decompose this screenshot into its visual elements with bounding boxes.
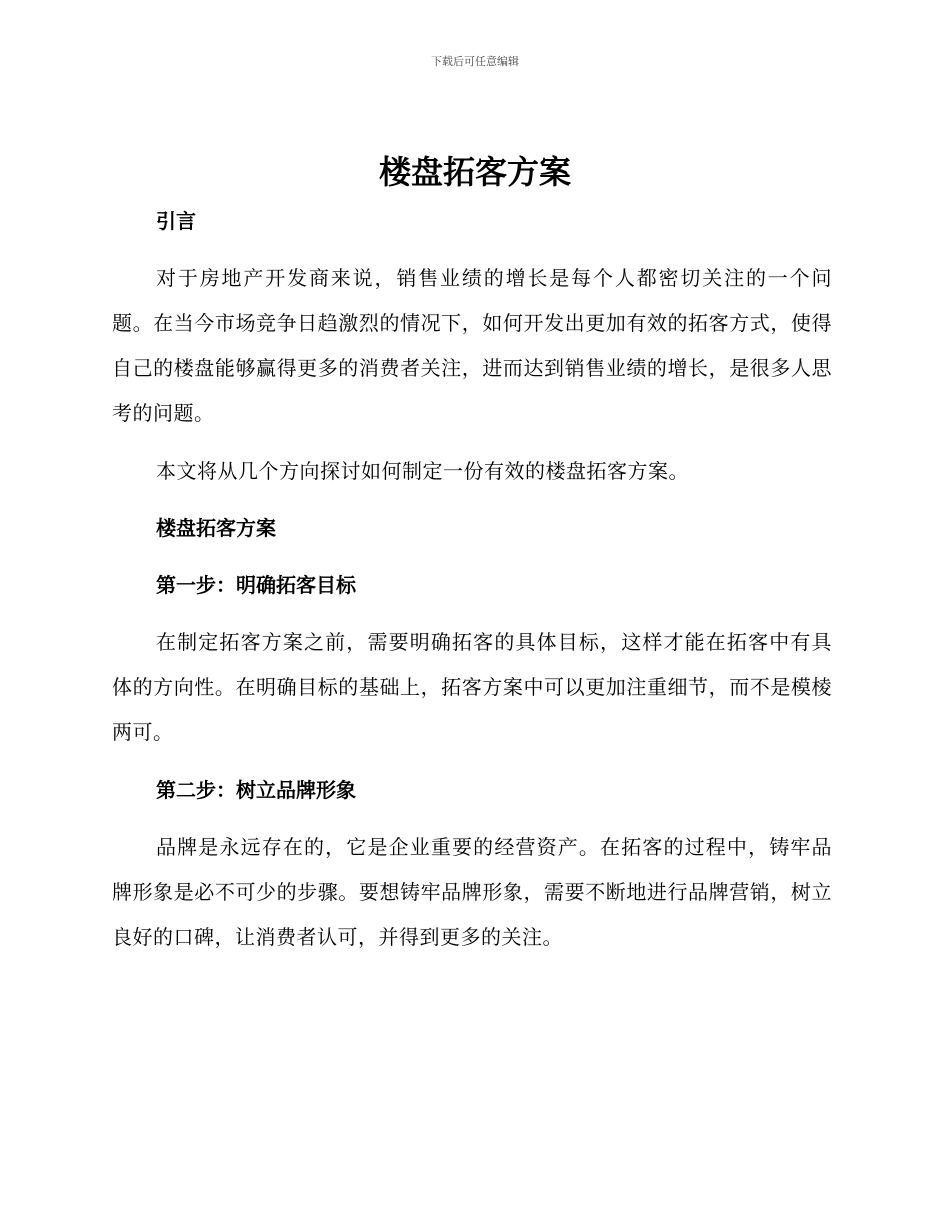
step2-paragraph: 品牌是永远存在的，它是企业重要的经营资产。在拓客的过程中，铸牢品牌形象是必不可少的步骤。要想铸牢品牌形象，需要不断地进行品牌营销，树立良好的口碑，让消费者认可，并得到更多的关注。 xyxy=(112,835,832,949)
step1-paragraph: 在制定拓客方案之前，需要明确拓客的具体目标，这样才能在拓客中有具体的方向性。在明确目标的基础上，拓客方案中可以更加注重细节，而不是模棱两可。 xyxy=(112,630,832,744)
step2-heading: 第二步：树立品牌形象 xyxy=(156,778,356,802)
intro-paragraph-2-block xyxy=(112,449,832,494)
plan-heading: 楼盘拓客方案 xyxy=(156,516,276,540)
step1-paragraph-block xyxy=(112,620,832,755)
step2-paragraph-block xyxy=(112,825,832,960)
intro-paragraph-1-block xyxy=(112,256,832,436)
intro-heading: 引言 xyxy=(156,209,196,233)
intro-paragraph-1: 对于房地产开发商来说，销售业绩的增长是每个人都密切关注的一个问题。在当今市场竞争日趋激烈的情况下，如何开发出更加有效的拓客方式，使得自己的楼盘能够赢得更多的消费者关注，进而达到销售业绩的增长，是很多人思考的问题。 xyxy=(112,266,832,425)
header-note: 下载后可任意编辑 xyxy=(431,55,519,68)
intro-paragraph-2: 本文将从几个方向探讨如何制定一份有效的楼盘拓客方案。 xyxy=(156,459,689,483)
step1-heading: 第一步：明确拓客目标 xyxy=(156,573,356,597)
document-title: 楼盘拓客方案 xyxy=(378,153,571,191)
